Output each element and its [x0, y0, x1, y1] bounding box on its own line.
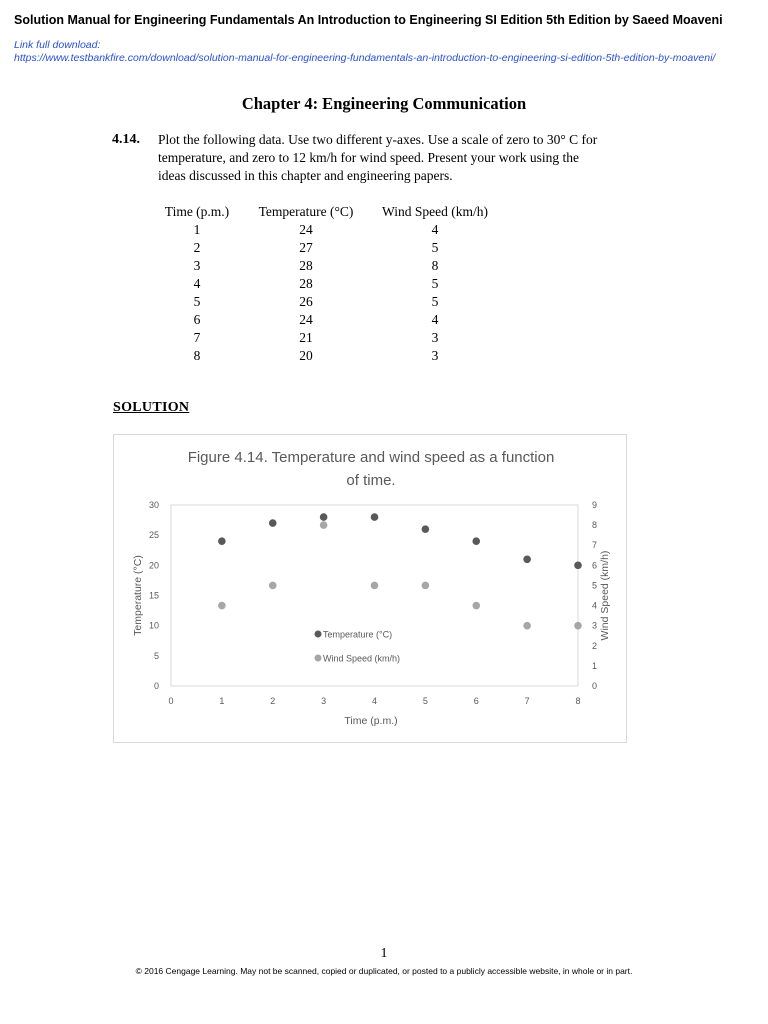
x-tick-label: 2	[270, 696, 276, 706]
temperature-point	[574, 562, 582, 570]
temperature-point	[269, 519, 277, 527]
legend-marker-temperature	[315, 631, 322, 638]
problem-line: temperature, and zero to 12 km/h for wind speed. Present your work using the	[158, 150, 580, 165]
cell-time: 2	[193, 240, 201, 255]
y-tick-label: 0	[153, 681, 159, 691]
page-number: 1	[380, 946, 388, 961]
y2-tick-label: 0	[592, 681, 598, 691]
cell-wind-speed: 8	[431, 258, 439, 273]
column-header-wind-speed: Wind Speed (km/h)	[382, 204, 488, 219]
table-row	[152, 347, 500, 365]
temperature-point	[523, 556, 531, 564]
cell-temperature: 27	[299, 240, 313, 255]
table-row	[152, 275, 500, 293]
y2-tick-label: 7	[592, 540, 598, 551]
legend-label-wind-speed: Wind Speed (km/h)	[323, 653, 401, 664]
y-tick-label: 20	[148, 560, 159, 571]
wind-speed-point	[320, 521, 328, 529]
table-header-row	[152, 203, 500, 221]
y-tick-label: 5	[153, 650, 159, 661]
y-axis-label: Temperature (°C)	[132, 555, 144, 636]
cell-temperature: 26	[299, 294, 313, 309]
cell-time: 8	[193, 348, 201, 363]
table-row	[152, 257, 500, 275]
download-link[interactable]: https://www.testbankfire.com/download/solution-manual-for-engineering-fundamentals-an-introduction-to-engineering-si-edition-5th-edition-by-moaveni/	[14, 52, 716, 64]
wind-speed-point	[574, 622, 582, 630]
data-table	[152, 203, 500, 365]
chart-title: of time.	[346, 472, 396, 489]
x-tick-label: 7	[524, 696, 530, 706]
y2-tick-label: 1	[592, 660, 598, 671]
problem-line: Plot the following data. Use two different y-axes. Use a scale of zero to 30° C for	[158, 132, 598, 147]
temperature-point	[218, 537, 226, 545]
column-header-time: Time (p.m.)	[164, 204, 230, 219]
temperature-point	[472, 537, 480, 545]
temperature-point	[320, 513, 328, 521]
table-body	[152, 221, 500, 365]
cell-wind-speed: 5	[431, 240, 439, 255]
x-tick-label: 5	[422, 696, 428, 706]
cell-temperature: 20	[299, 348, 313, 363]
cell-wind-speed: 3	[431, 348, 439, 363]
wind-speed-point	[269, 582, 277, 590]
chart-title: Figure 4.14. Temperature and wind speed as a function	[187, 449, 555, 466]
chart-svg	[114, 435, 628, 744]
x-tick-label: 1	[219, 696, 225, 706]
table-row	[152, 293, 500, 311]
y2-tick-label: 9	[592, 500, 598, 510]
cell-temperature: 28	[299, 276, 313, 291]
legend-marker-wind-speed	[315, 655, 322, 662]
cell-temperature: 24	[299, 312, 313, 327]
x-axis-label: Time (p.m.)	[344, 715, 398, 727]
cell-wind-speed: 4	[431, 312, 439, 327]
y2-tick-label: 8	[592, 520, 598, 531]
table-row	[152, 311, 500, 329]
wind-speed-point	[371, 582, 379, 590]
document-title: Solution Manual for Engineering Fundamentals An Introduction to Engineering SI Edition 5th Edition by Saeed Moaveni	[14, 13, 723, 27]
column-header-temperature: Temperature (°C)	[258, 204, 354, 219]
y2-tick-label: 6	[592, 560, 598, 571]
x-tick-label: 4	[371, 696, 378, 706]
temperature-point	[422, 525, 430, 533]
wind-speed-point	[472, 602, 480, 610]
cell-wind-speed: 3	[431, 330, 439, 345]
solution-heading: SOLUTION	[113, 400, 190, 415]
cell-time: 4	[193, 276, 201, 291]
problem-line: ideas discussed in this chapter and engineering papers.	[158, 168, 453, 183]
cell-temperature: 24	[299, 222, 313, 237]
y-tick-label: 30	[148, 500, 159, 510]
y2-tick-label: 4	[592, 600, 598, 611]
y-tick-label: 15	[148, 590, 159, 601]
problem-statement	[158, 131, 658, 185]
wind-speed-point	[422, 582, 430, 590]
wind-speed-point	[218, 602, 226, 610]
cell-time: 3	[193, 258, 201, 273]
cell-time: 6	[193, 312, 201, 327]
chapter-title: Chapter 4: Engineering Communication	[241, 94, 527, 113]
x-tick-label: 6	[473, 696, 479, 706]
cell-wind-speed: 4	[431, 222, 439, 237]
cell-wind-speed: 5	[431, 294, 439, 309]
y-tick-label: 25	[148, 530, 159, 541]
cell-temperature: 21	[299, 330, 313, 345]
cell-time: 5	[193, 294, 201, 309]
y-tick-label: 10	[148, 620, 159, 631]
table-row	[152, 239, 500, 257]
x-tick-label: 8	[575, 696, 581, 706]
wind-speed-point	[523, 622, 531, 630]
download-link-label: Link full download:	[14, 39, 101, 51]
legend-label-temperature: Temperature (°C)	[323, 629, 393, 640]
cell-time: 7	[193, 330, 201, 345]
cell-wind-speed: 5	[431, 276, 439, 291]
x-tick-label: 0	[168, 696, 174, 706]
copyright-notice: © 2016 Cengage Learning. May not be scanned, copied or duplicated, or posted to a publicly accessible website, in whole or in part.	[135, 966, 633, 976]
y2-tick-label: 3	[592, 620, 598, 631]
table-row	[152, 329, 500, 347]
x-tick-label: 3	[321, 696, 327, 706]
temperature-point	[371, 513, 379, 521]
figure-chart	[113, 434, 627, 743]
y2-tick-label: 2	[592, 640, 598, 651]
y2-tick-label: 5	[592, 580, 598, 591]
cell-time: 1	[193, 222, 201, 237]
problem-number: 4.14.	[112, 132, 140, 147]
table-row	[152, 221, 500, 239]
cell-temperature: 28	[299, 258, 313, 273]
y2-axis-label: Wind Speed (km/h)	[599, 550, 611, 641]
